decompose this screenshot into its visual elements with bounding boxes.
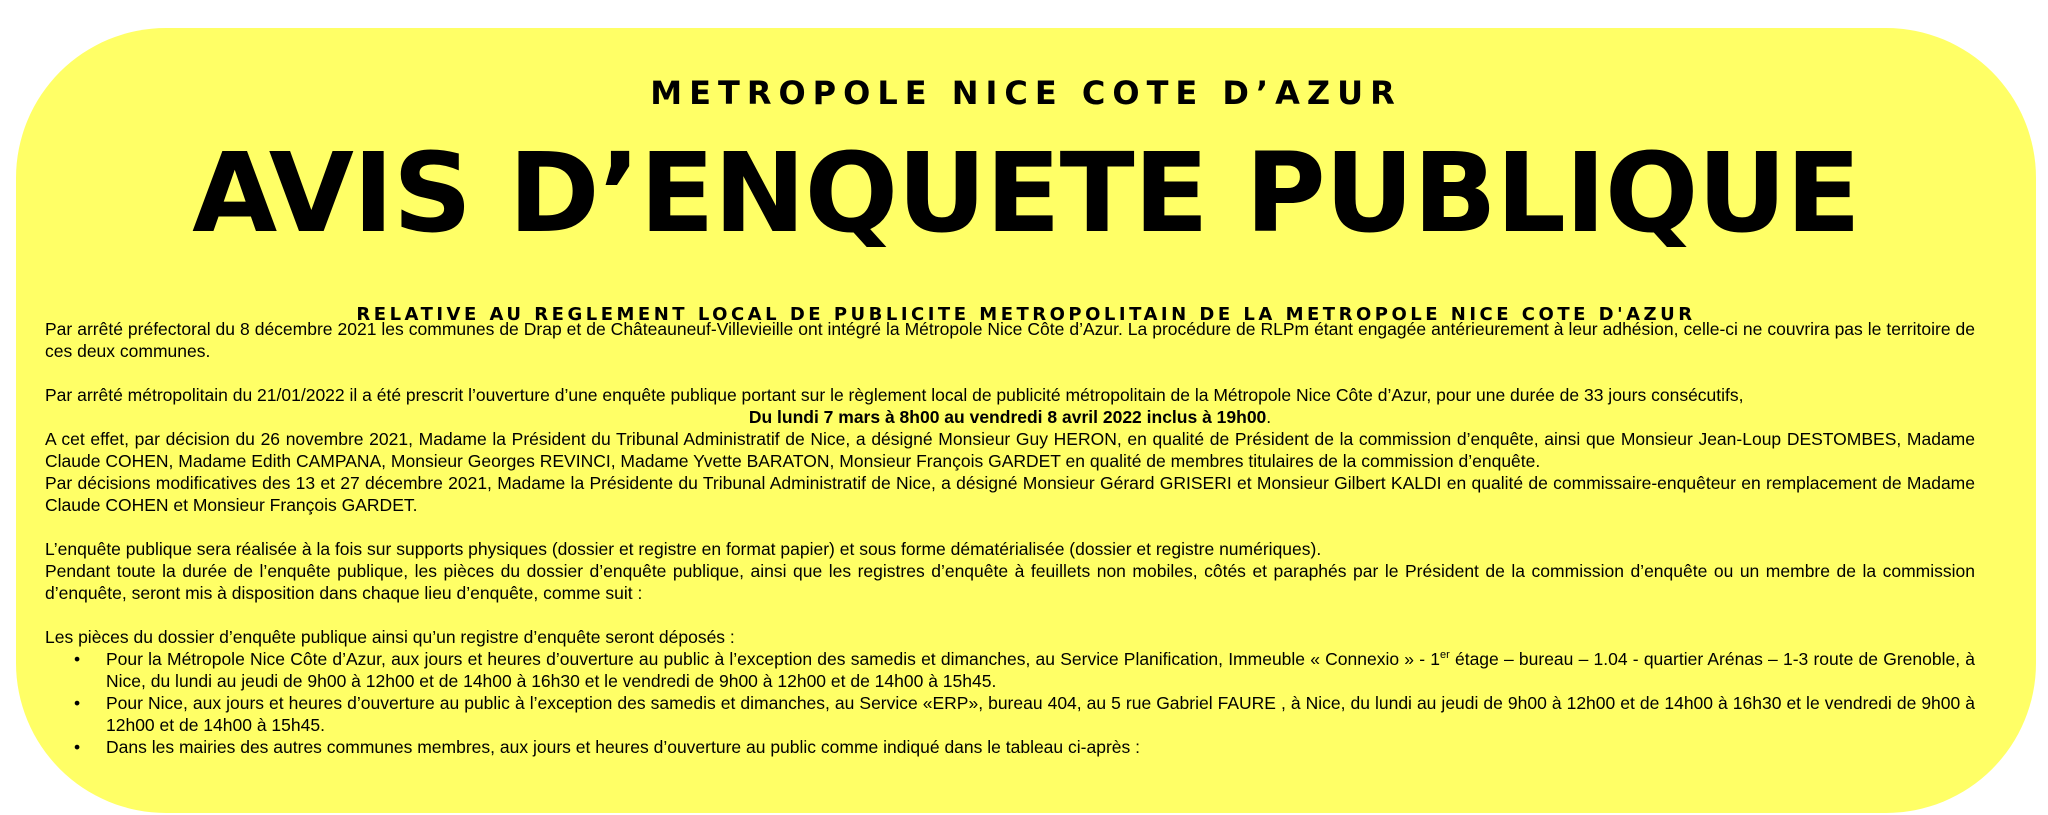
bullet-icon: • [74,649,81,669]
paragraph-availability: Pendant toute la durée de l’enquête publique, les pièces du dossier d’enquête publique, ainsi que les registres d’enquête à feuillets non mobiles, côtés et paraphés par le Président de la commission d’enquête ou un membre de la commission d’enquête, seront mis à disposition dans chaque lieu d’enquête, comme suit : [45,561,1975,603]
notice-subtitle: RELATIVE AU REGLEMENT LOCAL DE PUBLICITE METROPOLITAIN DE LA METROPOLE NICE COTE D'AZUR [356,304,1696,325]
bullet-icon: • [74,693,81,713]
paragraph-supports: L’enquête publique sera réalisée à la fois sur supports physiques (dossier et registre en format papier) et sous forme dématérialisée (dossier et registre numériques). [45,539,1322,559]
paragraph-commission-appointment: A cet effet, par décision du 26 novembre 2021, Madame la Président du Tribunal Administratif de Nice, a désigné Monsieur Guy HERON, en qualité de Président de la commission d’enquête, ainsi que Monsieur Jean-Loup DESTOMBES, Madame Claude COHEN, Madame Edith CAMPANA, Monsieur Georges REVINCI, Madame Yvette BARATON, Monsieur François GARDET en qualité de membres titulaires de la commission d’enquête. [45,429,1975,471]
paragraph-deposit-intro: Les pièces du dossier d’enquête publique ainsi qu’un registre d’enquête seront déposés : [45,627,735,647]
list-item [74,736,1975,758]
bullet-icon: • [74,737,81,757]
paragraph-metropolitan-decree: Par arrêté métropolitain du 21/01/2022 il a été prescrit l’ouverture d’une enquête publique portant sur le règlement local de publicité métropolitain de la Métropole Nice Côte d’Azur, pour une durée de 33 jours consécutifs, [45,385,1744,405]
list-item [74,692,1975,736]
deposit-locations-list [45,648,1975,758]
location-metropole-after: étage – bureau – 1.04 - quartier Arénas – 1-3 route de Grenoble, à Nice, du lundi au jeudi de 9h00 à 12h00 et de 14h00 à 16h30 et le vendredi de 9h00 à 12h00 et de 14h00 à 15h45. [106,649,1975,691]
location-metropole-before: Pour la Métropole Nice Côte d’Azur, aux jours et heures d’ouverture au public à l’exception des samedis et dimanches, au Service Planification, Immeuble « Connexio » - 1 [106,649,1440,669]
enquiry-dates-text: Du lundi 7 mars à 8h00 au vendredi 8 avril 2022 inclus à 19h00 [748,407,1267,427]
list-item [74,648,1975,692]
ordinal-superscript: er [1440,649,1450,662]
paragraph-spacer [45,362,1975,384]
page-title: AVIS D’ENQUETE PUBLIQUE [192,129,1860,257]
location-other-communes: Dans les mairies des autres communes membres, aux jours et heures d’ouverture au public comme indiqué dans le tableau ci-après : [106,737,1140,757]
enquiry-dates [45,406,1975,428]
organization-heading: METROPOLE NICE COTE D’AZUR [650,74,1402,112]
notice-body [45,318,1975,758]
paragraph-prefectoral-decree: Par arrêté préfectoral du 8 décembre 2021 les communes de Drap et de Châteauneuf-Villevieille ont intégré la Métropole Nice Côte d’Azur. La procédure de RLPm étant engagée antérieurement à leur adhésion, celle-ci ne couvrira pas le territoire de ces deux communes. [45,319,1975,361]
location-nice: Pour Nice, aux jours et heures d’ouverture au public à l’exception des samedis et dimanches, au Service «ERP», bureau 404, au 5 rue Gabriel FAURE , à Nice, du lundi au jeudi de 9h00 à 12h00 et de 14h00 à 16h30 et le vendredi de 9h00 à 12h00 et de 14h00 à 15h45. [106,693,1975,735]
paragraph-spacer [45,604,1975,626]
paragraph-modifying-decisions: Par décisions modificatives des 13 et 27 décembre 2021, Madame la Présidente du Tribunal Administratif de Nice, a désigné Monsieur Gérard GRISERI et Monsieur Gilbert KALDI en qualité de commissaire-enquêteur en remplacement de Madame Claude COHEN et Monsieur François GARDET. [45,473,1975,515]
enquiry-dates-period: . [1266,407,1272,427]
paragraph-spacer [45,516,1975,538]
